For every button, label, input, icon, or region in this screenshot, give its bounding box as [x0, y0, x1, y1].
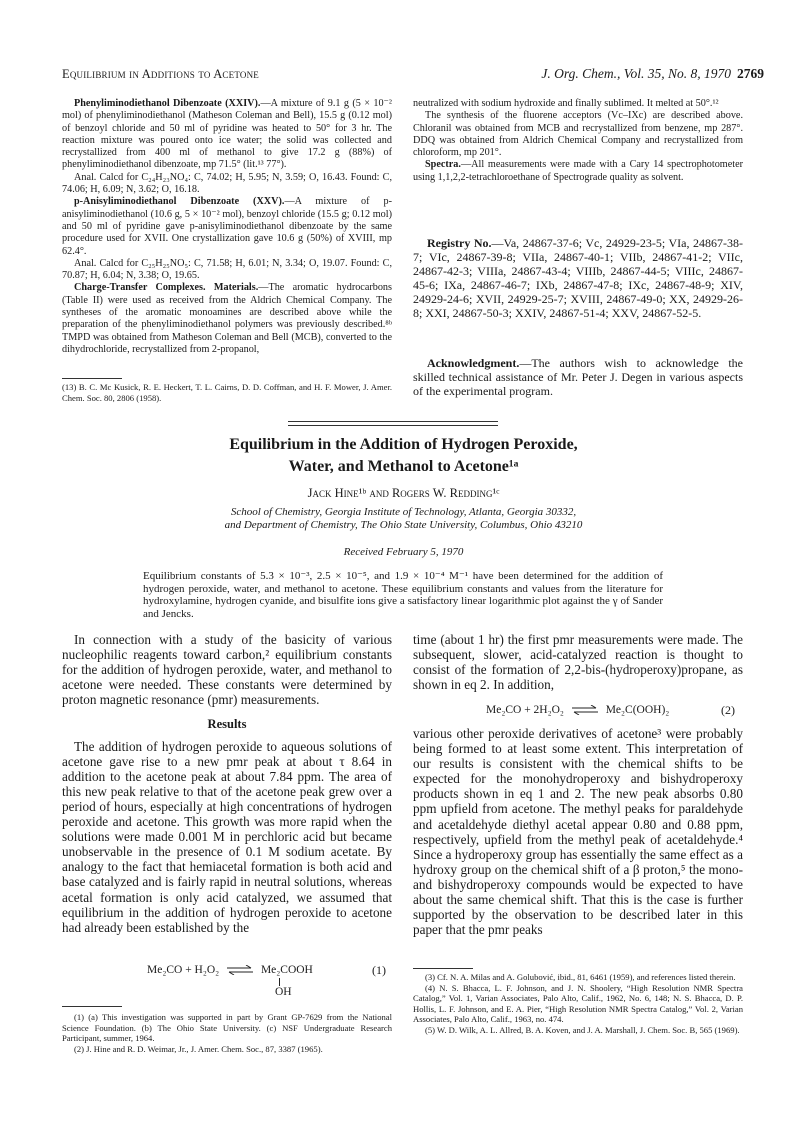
acknowledgment	[413, 357, 743, 399]
article-affiliations	[0, 506, 807, 532]
paragraph-text: —A mixture of p-anisyliminodiethanol (10.6 g, 5 × 10⁻² mol), benzoyl chloride (15.5 g; 0.12 mol) and 50 ml of pyridine gave p-anisyliminodiethanol dibenzoate by the same procedure used for XVII. One crystallization gave 10.6 g (50%) of XVIII, mp 62.4°.	[62, 196, 392, 257]
eq2-product: Me₂C(OOH)₂	[605, 704, 670, 716]
analysis-xxiv: Anal. Calcd for C₂₄H₂₃NO₄: C, 74.02; H, 5.95; N, 3.59; O, 16.43. Found: C, 74.06; H, 6.09; N, 3.62; O, 16.18.	[62, 171, 392, 196]
paragraph-xxiv	[62, 98, 392, 172]
footnote-1: (1) (a) This investigation was supported in part by Grant GP-7629 from the National Science Foundation. (b) The Ohio State University. (c) NSF Undergraduate Research Participant, summer, 1964.	[62, 1012, 392, 1043]
acknowledgment-heading: Acknowledgment.	[427, 356, 520, 370]
affiliation-georgia: School of Chemistry, Georgia Institute of Technology, Atlanta, Georgia 30332,	[230, 506, 577, 518]
paragraph-heading: p-Anisyliminodiethanol Dibenzoate (XXV).	[74, 196, 285, 208]
footnotes-left	[62, 1012, 392, 1054]
continuation-paragraph: time (about 1 hr) the first pmr measurements were made. The subsequent, slower, acid-catalyzed reaction is thought to consist of the formation of 2,2-bis-(hydroperoxy)propane, as shown in eq 2. In addition,	[413, 632, 743, 693]
running-title: Equilibrium in Additions to Acetone	[62, 67, 259, 81]
journal-name: J. Org. Chem., Vol. 35, No. 8, 1970	[541, 66, 731, 81]
paragraph-acceptors: The synthesis of the fluorene acceptors (Vc–IXc) are described above. Chloranil was obtained from MCB and recrystallized from benzene, mp 287°. DDQ was obtained from Aldrich Chemical Company and recrystallized from chloroform, mp 201°.	[413, 110, 743, 159]
page-number: 2769	[737, 66, 764, 81]
prev-article-left-column	[62, 98, 392, 356]
registry-text: —Va, 24867-37-6; Vc, 24929-23-5; VIa, 24867-38-7; VIc, 24867-39-8; VIIa, 24867-40-1; VIIb, 24867-41-2; VIIc, 24867-42-3; VIIIa, 24867-43-4; VIIIb, 24867-44-5; VIIIc, 24867-45-6; IXa, 24867-46-7; IXb, 24867-47-8; IXc, 24867-48-9; XIV, 24929-24-6; XVII, 24929-25-7; XVIII, 24867-49-0; XX, 24929-26-8; XXI, 24867-50-3; XXIV, 24867-51-4; XXV, 24867-52-5.	[413, 236, 743, 320]
eq1-bond	[279, 978, 280, 986]
main-left-column	[62, 632, 392, 935]
results-paragraph: The addition of hydrogen peroxide to aqueous solutions of acetone gave rise to a new pmr peak at about τ 8.64 in addition to the acetone peak at about 7.84 ppm. The area of this new peak relative to that of the acetone peak grew over a period of hours, especially at high concentrations of hydrogen peroxide and acetone. This growth was more rapid when the solutions were made 0.001 M in perchloric acid but became unobservable in the presence of 0.1 M sodium acetate. By analogy to the fact that hemiacetal formation is both acid and base catalyzed and is fairly rapid in neutral solutions, whereas acetal formation is only acid catalyzed, we assumed that equilibrium in the addition of hydrogen peroxide to acetone had already been established by the	[62, 738, 392, 935]
affiliation-ohio: and Department of Chemistry, The Ohio State University, Columbus, Ohio 43210	[224, 519, 583, 531]
article-title-line1: Equilibrium in the Addition of Hydrogen Peroxide,	[229, 436, 578, 453]
footnote-2: (2) J. Hine and R. D. Weimar, Jr., J. Amer. Chem. Soc., 87, 3387 (1965).	[74, 1043, 323, 1054]
footnote-13: (13) B. C. Mc Kusick, R. E. Heckert, T. L. Cairns, D. D. Coffman, and H. F. Mower, J. Amer. Chem. Soc. 80, 2806 (1958).	[62, 382, 392, 403]
main-right-column-body	[413, 726, 743, 937]
paragraph-xxv	[62, 196, 392, 257]
registry-heading: Registry No.	[427, 236, 492, 250]
footnote-rule	[62, 378, 122, 379]
footnote-5: (5) W. D. Wilk, A. L. Allred, B. A. Koven, and J. A. Marshall, J. Chem. Soc. B, 565 (1969).	[425, 1024, 740, 1035]
acknowledgment-text: —The authors wish to acknowledge the skilled technical assistance of Mr. Peter J. Degen in various aspects of the experimental program.	[413, 356, 743, 398]
footnote-4: (4) N. S. Bhacca, L. F. Johnson, and J. N. Shoolery, “High Resolution NMR Spectra Catalog,” Vol. 1, Varian Associates, Palo Alto, Calif., 1962, No. 6, 148; N. S. Bhacca, D. P. Hollis, L. F. Johnson, and E. A. Pier, “High Resolution NMR Spectra Catalog,” Vol. 2, Varian Associates, Palo Alto, Calif., 1963, no. 474.	[413, 982, 743, 1024]
eq1-number: (1)	[372, 963, 386, 977]
eq1-reactants: Me₂CO + H₂O₂	[147, 964, 220, 976]
footnote-rule-left	[62, 1006, 122, 1007]
equilibrium-arrows-icon	[570, 705, 600, 715]
paragraph-heading: Spectra.	[425, 159, 461, 171]
paragraph-text: —The aromatic hydrocarbons (Table II) were used as received from the Aldrich Chemical Company. The syntheses of the aromatic monoamines are described above while the preparation of the phenyliminodiethanol polymers was previously described.⁸ᵇ TMPD was obtained from Matheson Coleman and Bell (MCB), converted to the dihydrochloride, recrystallized from 2-propanol,	[62, 282, 392, 355]
equation-1	[147, 964, 327, 976]
paragraph-neutralized: neutralized with sodium hydroxide and finally sublimed. It melted at 50°.¹²	[413, 98, 719, 109]
main-right-column-top	[413, 632, 743, 692]
analysis-xxv: Anal. Calcd for C₂₅H₂₅NO₅: C, 71.58; H, 6.01; N, 3.34; O, 19.07. Found: C, 70.87; H, 6.04; N, 3.38; O, 19.65.	[62, 257, 392, 282]
article-separator	[288, 421, 498, 426]
footnotes-right	[413, 972, 743, 1035]
paragraph-heading: Phenyliminodiethanol Dibenzoate (XXIV).	[74, 98, 261, 109]
paragraph-heading: Charge-Transfer Complexes. Materials.	[74, 282, 259, 294]
registry-numbers	[413, 237, 743, 320]
results-heading: Results	[207, 717, 247, 732]
article-authors: Jack Hine¹ᵇ and Rogers W. Redding¹ᶜ	[307, 486, 500, 500]
eq1-hydroxyl: OH	[275, 986, 292, 998]
article-title-line2: Water, and Methanol to Acetone¹ᵃ	[288, 458, 519, 475]
prev-article-right-column	[413, 98, 743, 184]
journal-citation	[541, 66, 764, 82]
paragraph-text: —All measurements were made with a Cary 14 spectrophotometer using 1,1,2,2-tetrachloroethane of Spectrograde quality as solvent.	[413, 159, 743, 183]
equation-2	[486, 704, 686, 716]
interpretation-paragraph: various other peroxide derivatives of acetone³ were probably being formed to at least some extent. This interpretation of our results is consistent with the chemical shifts to be expected for the monohydroperoxy and bishydroperoxy products shown in eq 1 and 2. The new peak absorbs 0.80 ppm upfield from acetone. The methyl peaks for paraldehyde and acetaldehyde diethyl acetal appear 0.80 and 0.88 ppm, respectively, upfield from the methyl peak of acetaldehyde.⁴ Since a hydroperoxy group has essentially the same effect as a hydroxy group on the chemical shift of a β proton,⁵ the mono- and bishydroperoxy compounds would be expected to have about the same chemical shift. That this is the case is further supported by the observation to be described later in this paper that the pmr peaks	[413, 726, 743, 938]
received-date: Received February 5, 1970	[343, 546, 464, 558]
footnote-3: (3) Cf. N. A. Milas and A. Golubović, ibid., 81, 6461 (1959), and references listed therein.	[425, 972, 736, 982]
eq2-reactants: Me₂CO + 2H₂O₂	[486, 704, 564, 716]
paragraph-text: —A mixture of 9.1 g (5 × 10⁻² mol) of phenyliminodiethanol (Matheson Coleman and Bell), 15.5 g (0.12 mol) of benzoyl chloride and 50 ml of pyridine was heated to 50° for 3 hr. The reaction mixture was poured onto ice water; the solid was collected and recrystallized from 400 ml of methanol to give 17.2 g (88%) of phenyliminodiethanol dibenzoate, mp 71.5° (lit.¹³ 77°).	[62, 98, 392, 171]
article-abstract: Equilibrium constants of 5.3 × 10⁻³, 2.5 × 10⁻⁵, and 1.9 × 10⁻⁴ M⁻¹ have been determined for the addition of hydrogen peroxide, water, and methanol to acetone. These equilibrium constants and values from the literature for hydroxylamine, hydrogen cyanide, and bisulfite ions give a satisfactory linear logarithmic plot against the γ of Sander and Jencks.	[143, 570, 663, 620]
paragraph-charge-transfer	[62, 282, 392, 356]
paragraph-spectra	[413, 159, 743, 184]
equilibrium-arrows-icon	[225, 965, 255, 975]
eq2-number: (2)	[721, 703, 735, 717]
footnote-rule-right	[413, 968, 473, 969]
eq1-product: Me₂COOH	[260, 964, 313, 976]
intro-paragraph: In connection with a study of the basicity of various nucleophilic reagents toward carbon,² equilibrium constants for the addition of hydrogen peroxide, water, and methanol to acetone were needed. These constants were determined by proton magnetic resonance (pmr) measurements.	[62, 632, 392, 708]
